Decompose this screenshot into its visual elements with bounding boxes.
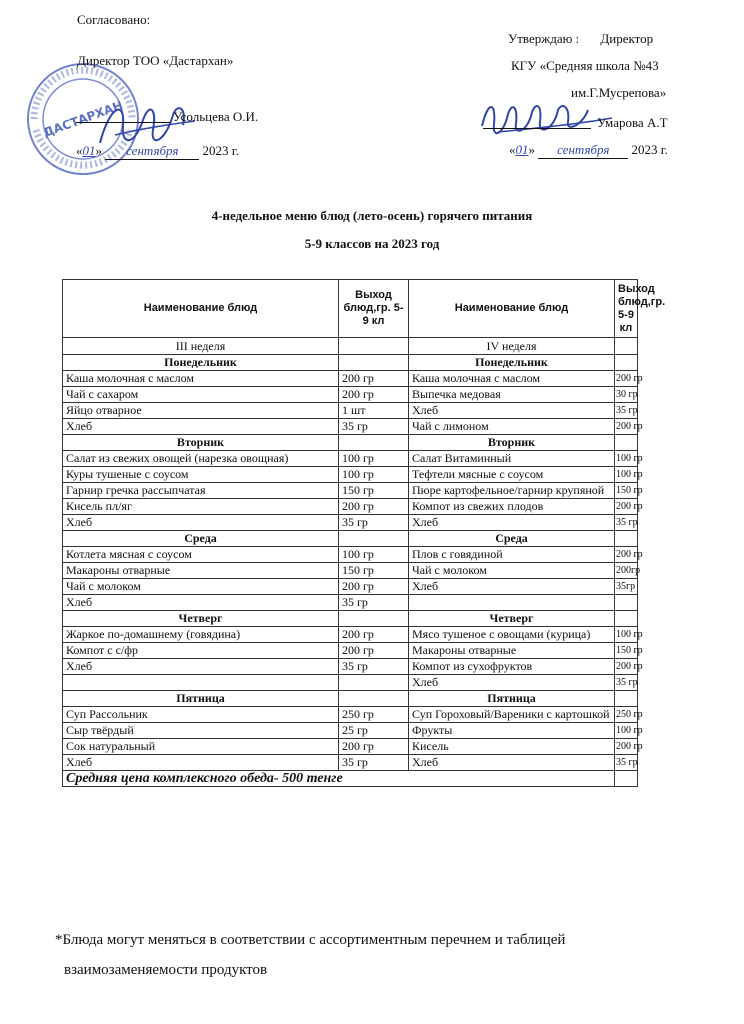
date-day: 01 bbox=[82, 143, 96, 158]
dish-name-right bbox=[409, 595, 615, 611]
dish-name-left: Каша молочная с маслом bbox=[63, 371, 339, 387]
table-row bbox=[63, 739, 638, 755]
table-row bbox=[63, 467, 638, 483]
day-label-left: Четверг bbox=[63, 611, 339, 627]
dish-name-left: Хлеб bbox=[63, 595, 339, 611]
dish-yield-right: 200 гр bbox=[615, 739, 638, 755]
dish-yield-right: 200гр bbox=[615, 563, 638, 579]
date-month: сентября bbox=[538, 142, 628, 159]
day-label-right: Понедельник bbox=[409, 355, 615, 371]
dish-name-left bbox=[63, 675, 339, 691]
date-year: 2023 г. bbox=[202, 143, 239, 158]
dish-name-right: Салат Витаминный bbox=[409, 451, 615, 467]
dish-yield-right: 35 гр bbox=[615, 403, 638, 419]
approval-left-heading: Согласовано: bbox=[77, 12, 151, 27]
dish-name-left: Хлеб bbox=[63, 755, 339, 771]
date-open-quote: « bbox=[509, 142, 516, 157]
dish-name-right: Плов с говядиной bbox=[409, 547, 615, 563]
dish-yield-left: 150 гр bbox=[339, 483, 409, 499]
dish-name-left: Гарнир гречка рассыпчатая bbox=[63, 483, 339, 499]
table-row bbox=[63, 643, 638, 659]
dish-yield-right bbox=[615, 595, 638, 611]
dish-yield-right: 35гр bbox=[615, 579, 638, 595]
dish-name-right: Хлеб bbox=[409, 579, 615, 595]
day-label-right: Вторник bbox=[409, 435, 615, 451]
date-open-quote: « bbox=[76, 143, 83, 158]
table-row bbox=[63, 659, 638, 675]
date-close-quote: » bbox=[528, 142, 535, 157]
table-row bbox=[63, 419, 638, 435]
dish-yield-left: 100 гр bbox=[339, 467, 409, 483]
document-subtitle: 5-9 классов на 2023 год bbox=[304, 236, 440, 251]
approval-right-date bbox=[509, 142, 668, 159]
note-line-2: взаимозаменяемости продуктов bbox=[64, 962, 268, 978]
dish-name-right: Чай с молоком bbox=[409, 563, 615, 579]
day-label-left: Пятница bbox=[63, 691, 339, 707]
approval-left-name: Усольцева О.И. bbox=[173, 109, 259, 124]
dish-yield-left: 200 гр bbox=[339, 387, 409, 403]
table-row bbox=[63, 627, 638, 643]
dish-name-right: Хлеб bbox=[409, 403, 615, 419]
dish-name-left: Яйцо отварное bbox=[63, 403, 339, 419]
signature-line-right bbox=[483, 114, 591, 129]
week-label-left: III неделя bbox=[63, 338, 339, 355]
date-close-quote: » bbox=[95, 143, 102, 158]
document-title: 4-недельное меню блюд (лето-осень) горячего питания bbox=[211, 208, 533, 223]
day-row bbox=[63, 611, 638, 627]
dish-name-left: Хлеб bbox=[63, 419, 339, 435]
dish-yield-right: 200 гр bbox=[615, 371, 638, 387]
day-label-left: Вторник bbox=[63, 435, 339, 451]
dish-yield-right: 200 гр bbox=[615, 419, 638, 435]
dish-name-right: Макароны отварные bbox=[409, 643, 615, 659]
table-row bbox=[63, 483, 638, 499]
price-row bbox=[63, 771, 638, 787]
day-row bbox=[63, 691, 638, 707]
table-row bbox=[63, 723, 638, 739]
approval-right-heading bbox=[508, 31, 653, 47]
dish-yield-left: 200 гр bbox=[339, 371, 409, 387]
dish-yield-left: 100 гр bbox=[339, 451, 409, 467]
table-row bbox=[63, 595, 638, 611]
table-row bbox=[63, 371, 638, 387]
dish-name-left: Хлеб bbox=[63, 515, 339, 531]
week-row bbox=[63, 338, 638, 355]
table-row bbox=[63, 451, 638, 467]
table-row bbox=[63, 387, 638, 403]
dish-yield-right: 150 гр bbox=[615, 643, 638, 659]
dish-name-left: Компот с с/фр bbox=[63, 643, 339, 659]
table-row bbox=[63, 707, 638, 723]
table-row bbox=[63, 563, 638, 579]
approval-left-date bbox=[76, 143, 239, 160]
dish-name-left: Хлеб bbox=[63, 659, 339, 675]
dish-yield-left: 35 гр bbox=[339, 659, 409, 675]
dish-yield-left: 25 гр bbox=[339, 723, 409, 739]
header-yield: Выход блюд,гр. 5-9 кл bbox=[339, 280, 409, 338]
dish-yield-right: 100 гр bbox=[615, 467, 638, 483]
dish-name-right: Компот из сухофруктов bbox=[409, 659, 615, 675]
dish-name-right: Кисель bbox=[409, 739, 615, 755]
date-day: 01 bbox=[515, 142, 529, 157]
dish-name-left: Куры тушеные с соусом bbox=[63, 467, 339, 483]
approval-left-position: Директор ТОО «Дастархан» bbox=[77, 53, 234, 68]
dish-name-right: Пюре картофельное/гарнир крупяной bbox=[409, 483, 615, 499]
dish-yield-left: 100 гр bbox=[339, 547, 409, 563]
signature-line-left bbox=[76, 108, 170, 123]
dish-yield-right: 200 гр bbox=[615, 659, 638, 675]
dish-yield-right: 35 гр bbox=[615, 755, 638, 771]
approval-right-name: Умарова А.Т bbox=[597, 115, 668, 130]
dish-name-right: Хлеб bbox=[409, 675, 615, 691]
dish-name-right: Мясо тушеное с овощами (курица) bbox=[409, 627, 615, 643]
day-label-left: Понедельник bbox=[63, 355, 339, 371]
dish-yield-left: 150 гр bbox=[339, 563, 409, 579]
dish-yield-left bbox=[339, 675, 409, 691]
dish-yield-right: 100 гр bbox=[615, 451, 638, 467]
dish-yield-right: 35 гр bbox=[615, 515, 638, 531]
dish-yield-right: 200 гр bbox=[615, 499, 638, 515]
week-label-right: IV неделя bbox=[409, 338, 615, 355]
dish-name-right: Хлеб bbox=[409, 515, 615, 531]
dish-name-left: Чай с молоком bbox=[63, 579, 339, 595]
day-label-left: Среда bbox=[63, 531, 339, 547]
table-row bbox=[63, 515, 638, 531]
dish-name-left: Чай с сахаром bbox=[63, 387, 339, 403]
dish-name-right: Фрукты bbox=[409, 723, 615, 739]
dish-yield-left: 250 гр bbox=[339, 707, 409, 723]
day-row bbox=[63, 355, 638, 371]
approval-right-org: КГУ «Средняя школа №43 bbox=[511, 58, 659, 73]
header-dish-name: Наименование блюд bbox=[63, 280, 339, 338]
dish-yield-left: 200 гр bbox=[339, 579, 409, 595]
dish-name-left: Котлета мясная с соусом bbox=[63, 547, 339, 563]
approval-right-approve: Утверждаю : bbox=[508, 31, 580, 46]
date-month: сентября bbox=[105, 143, 199, 160]
dish-name-right: Суп Гороховый/Вареники с картошкой bbox=[409, 707, 615, 723]
dish-name-left: Жаркое по-домашнему (говядина) bbox=[63, 627, 339, 643]
dish-name-left: Сыр твёрдый bbox=[63, 723, 339, 739]
dish-name-right: Чай с лимоном bbox=[409, 419, 615, 435]
note-line-1: *Блюда могут меняться в соответствии с ассортиментным перечнем и таблицей bbox=[55, 932, 566, 948]
dish-name-right: Тефтели мясные с соусом bbox=[409, 467, 615, 483]
dish-yield-right: 30 гр bbox=[615, 387, 638, 403]
approval-right-org-line2: им.Г.Мусрепова» bbox=[571, 85, 667, 100]
svg-text:ДАСТАРХАН: ДАСТАРХАН bbox=[41, 98, 125, 140]
table-row bbox=[63, 755, 638, 771]
dish-yield-left: 200 гр bbox=[339, 643, 409, 659]
menu-table bbox=[62, 279, 666, 787]
header-dish-name-2: Наименование блюд bbox=[409, 280, 615, 338]
dish-name-left: Суп Рассольник bbox=[63, 707, 339, 723]
dish-name-left: Салат из свежих овощей (нарезка овощная) bbox=[63, 451, 339, 467]
dish-yield-right: 100 гр bbox=[615, 723, 638, 739]
approval-right-position: Директор bbox=[600, 31, 654, 46]
dish-yield-left: 35 гр bbox=[339, 419, 409, 435]
dish-name-right: Каша молочная с маслом bbox=[409, 371, 615, 387]
dish-yield-right: 150 гр bbox=[615, 483, 638, 499]
day-label-right: Пятница bbox=[409, 691, 615, 707]
dish-yield-left: 200 гр bbox=[339, 499, 409, 515]
average-price: Средняя цена комплексного обеда- 500 тенге bbox=[63, 771, 615, 787]
dish-yield-left: 35 гр bbox=[339, 595, 409, 611]
table-header-row bbox=[63, 280, 638, 338]
header-yield-2: Выход блюд,гр. 5-9 кл bbox=[615, 280, 638, 338]
dish-yield-left: 35 гр bbox=[339, 755, 409, 771]
dish-yield-left: 200 гр bbox=[339, 627, 409, 643]
day-row bbox=[63, 531, 638, 547]
date-year: 2023 г. bbox=[631, 142, 668, 157]
table-row bbox=[63, 579, 638, 595]
dish-yield-right: 35 гр bbox=[615, 675, 638, 691]
dish-name-left: Макароны отварные bbox=[63, 563, 339, 579]
dish-name-right: Компот из свежих плодов bbox=[409, 499, 615, 515]
dish-yield-left: 200 гр bbox=[339, 739, 409, 755]
dish-name-right: Выпечка медовая bbox=[409, 387, 615, 403]
dish-name-left: Сок натуральный bbox=[63, 739, 339, 755]
dish-name-left: Кисель пл/яг bbox=[63, 499, 339, 515]
day-label-right: Четверг bbox=[409, 611, 615, 627]
day-row bbox=[63, 435, 638, 451]
dish-yield-right: 250 гр bbox=[615, 707, 638, 723]
dish-yield-left: 35 гр bbox=[339, 515, 409, 531]
table-row bbox=[63, 547, 638, 563]
table-row bbox=[63, 499, 638, 515]
day-label-right: Среда bbox=[409, 531, 615, 547]
dish-yield-right: 200 гр bbox=[615, 547, 638, 563]
dish-yield-right: 100 гр bbox=[615, 627, 638, 643]
dish-name-right: Хлеб bbox=[409, 755, 615, 771]
table-row bbox=[63, 675, 638, 691]
table-row bbox=[63, 403, 638, 419]
dish-yield-left: 1 шт bbox=[339, 403, 409, 419]
